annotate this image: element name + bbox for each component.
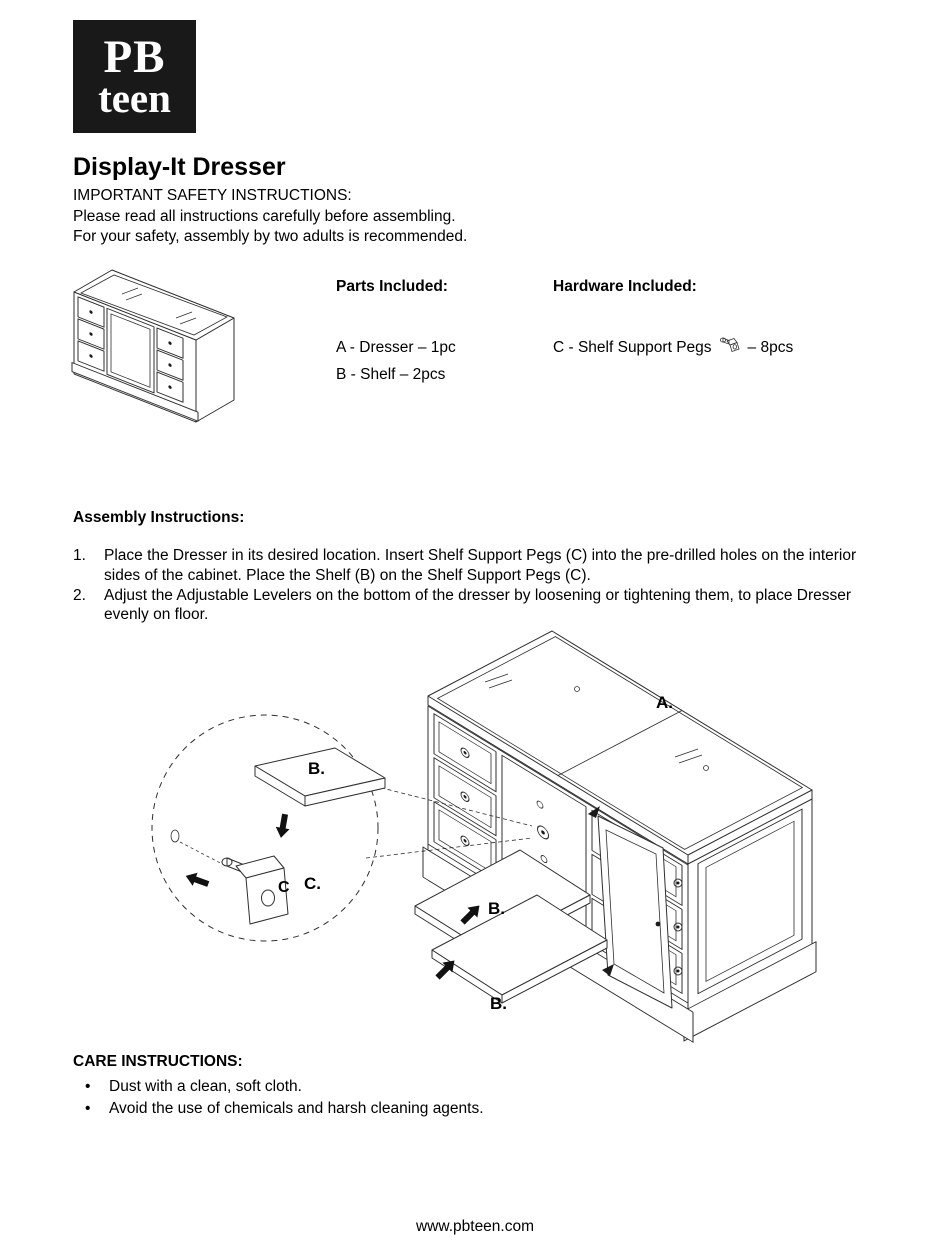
door-knob — [656, 922, 661, 927]
page-title: Display-It Dresser — [73, 153, 286, 181]
brand-logo — [73, 20, 196, 133]
care-item-2 — [73, 1098, 484, 1120]
step-text: Adjust the Adjustable Levelers on the bottom of the dresser by loosening or tightening them, to place Dresser evenly on floor. — [104, 586, 852, 624]
safety-line-1: Please read all instructions carefully before assembling. — [73, 207, 456, 225]
assembly-step-1 — [73, 546, 885, 586]
part-item-b: B - Shelf – 2pcs — [336, 366, 446, 383]
assembly-heading: Assembly Instructions: — [73, 509, 245, 526]
part-item-a: A - Dresser – 1pc — [336, 339, 456, 356]
logo-line-teen: teen — [98, 75, 171, 122]
step-text: Place the Dresser in its desired location. Insert Shelf Support Pegs (C) into the pre-drilled holes on the interior sides of the cabinet. Place the Shelf (B) on the Shelf Support Pegs (C). — [104, 547, 857, 584]
parts-included-section — [336, 278, 456, 388]
diagram-label-b-shelf2: B. — [490, 994, 507, 1013]
dresser-thumbnail-illustration — [68, 262, 246, 434]
diagram-label-c: C — [278, 879, 290, 896]
care-item-text: Dust with a clean, soft cloth. — [109, 1078, 302, 1095]
bullet-icon: • — [85, 1078, 91, 1095]
hardware-item — [553, 334, 793, 361]
step-number: 2. — [73, 586, 86, 604]
hardware-heading: Hardware Included: — [553, 278, 697, 295]
logo-line-pb: PB — [103, 30, 166, 83]
care-item-1 — [73, 1076, 484, 1098]
bullet-icon: • — [85, 1099, 91, 1117]
diagram-label-b-shelf1: B. — [488, 899, 505, 918]
assembly-steps — [73, 546, 885, 625]
peg-hole — [171, 830, 179, 842]
assembly-diagram — [140, 618, 840, 1048]
step-number: 1. — [73, 547, 86, 564]
safety-instructions — [73, 186, 467, 248]
diagram-label-c-dot: C. — [304, 874, 321, 893]
footer-url: www.pbteen.com — [415, 1218, 535, 1235]
care-heading: CARE INSTRUCTIONS: — [73, 1053, 243, 1070]
arrow-left-icon — [183, 869, 210, 890]
care-instructions-section — [73, 1053, 484, 1119]
hardware-included-section — [553, 278, 793, 361]
safety-heading: IMPORTANT SAFETY INSTRUCTIONS: — [73, 187, 352, 204]
parts-heading: Parts Included: — [336, 278, 448, 295]
care-item-text: Avoid the use of chemicals and harsh cleaning agents. — [109, 1099, 484, 1117]
hardware-item-qty: – 8pcs — [747, 339, 794, 356]
diagram-label-b-detail: B. — [308, 759, 325, 778]
safety-line-2: For your safety, assembly by two adults is recommended. — [73, 228, 468, 245]
arrow-down-icon — [274, 813, 292, 839]
shelf-peg-icon — [718, 333, 742, 355]
hardware-item-text: C - Shelf Support Pegs — [553, 339, 712, 356]
diagram-label-a: A. — [656, 693, 673, 712]
